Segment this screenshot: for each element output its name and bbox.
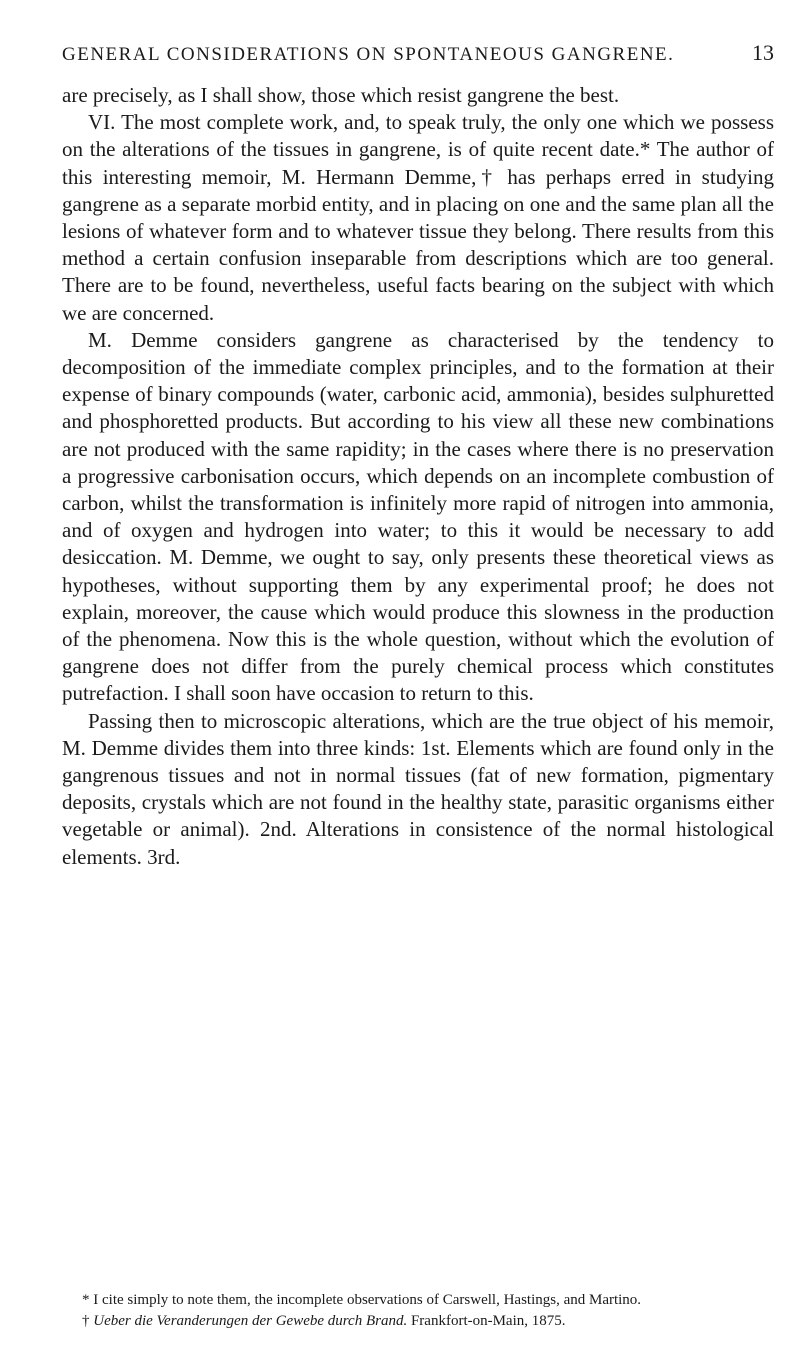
paragraph-section-vi: VI. The most complete work, and, to speak truly, the only one which we possess on the alterations of the tissues in gangrene, is of quite recent date.* The author of this interesting memoir, M. Hermann Demme,† has perhaps erred in studying gangrene as a separate morbid entity, and in placing on one and the same plan all the lesions of whatever form and to whatever tissue they belong. There results from this method a certain confusion inseparable from descriptions which are too general. There are to be found, nevertheless, useful facts bearing on the subject with which we are concerned. (62, 110, 774, 325)
page-number: 13 (752, 40, 774, 65)
footnote-1: * I cite simply to note them, the incomplete observations of Carswell, Hastings, and Martino. (82, 1292, 642, 1308)
footnote-2 (62, 1311, 774, 1332)
footnote-2-title: Ueber die Veranderungen der Gewebe durch Brand. (93, 1313, 408, 1329)
body-text (62, 82, 774, 871)
paragraph-demme-theory: M. Demme considers gangrene as characterised by the tendency to decomposition of the immediate complex principles, and to the formation at their expense of binary compounds (water, carbonic acid, ammonia), besides sulphuretted and phosphoretted products. But according to his view all these new combinations are not produced with the same rapidity; in the cases where there is no preservation a progressive carbonisation occurs, which depends on an incomplete combustion of carbon, whilst the transformation is infinitely more rapid of nitrogen into ammonia, and of oxygen and hydrogen into water; to this it would be necessary to add desiccation. M. Demme, we ought to say, only presents these theoretical views as hypotheses, without supporting them by any experimental proof; he does not explain, moreover, the cause which would produce this slowness in the production of the phenomena. Now this is the whole question, without which the evolution of gangrene does not differ from the purely chemical process which constitutes putrefaction. I shall soon have occasion to return to this. (62, 327, 774, 706)
paragraph-continuation: are precisely, as I shall show, those which resist gangrene the best. (62, 83, 620, 107)
paragraph-microscopic: Passing then to microscopic alterations, which are the true object of his memoir, M. Demme divides them into three kinds: 1st. Elements which are found only in the gangrenous tissues and not in normal tissues (fat of new formation, pigmentary deposits, crystals which are not found in the healthy state, parasitic organisms either vegetable or animal). 2nd. Alterations in consistence of the normal histological elements. 3rd. (62, 708, 774, 869)
running-header (62, 40, 774, 66)
footnote-2-marker: † (82, 1313, 90, 1329)
footnotes (62, 1290, 774, 1332)
running-title: GENERAL CONSIDERATIONS ON SPONTANEOUS GANGRENE. (62, 44, 675, 65)
footnote-2-rest: Frankfort-on-Main, 1875. (410, 1313, 566, 1329)
